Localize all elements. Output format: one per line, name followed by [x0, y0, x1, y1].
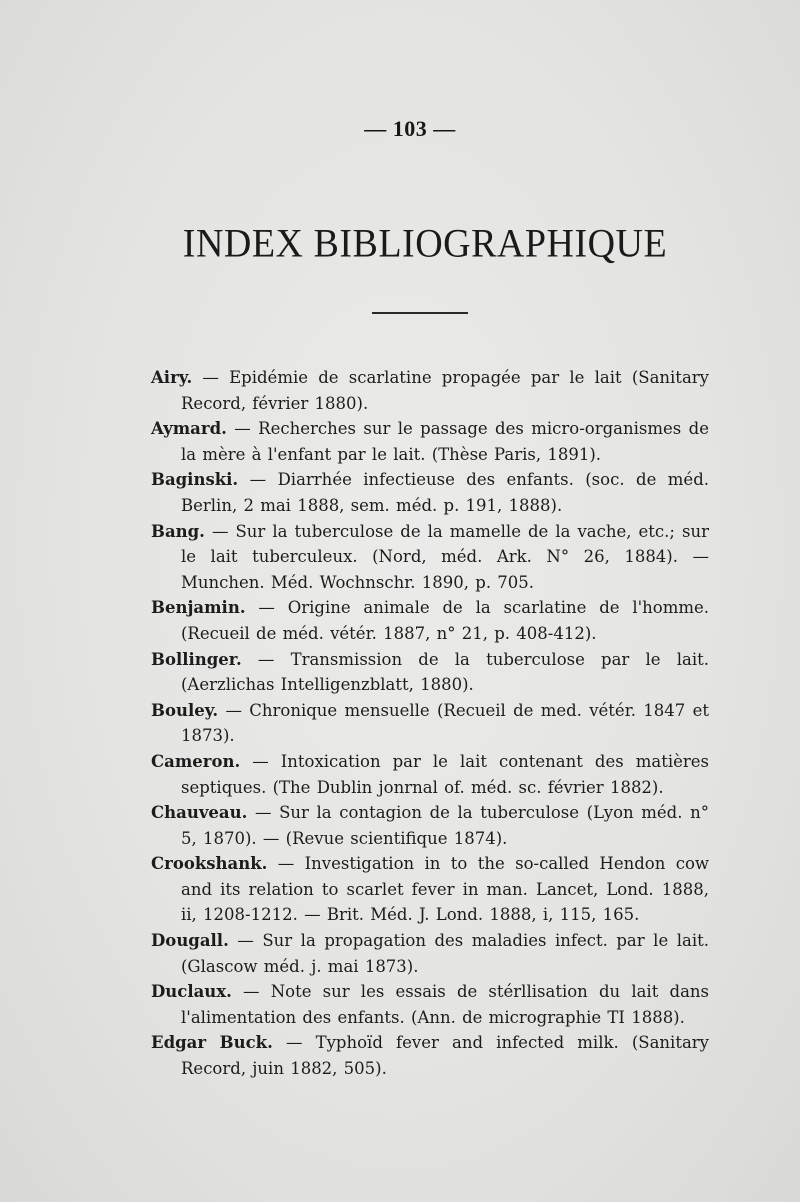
page-title: INDEX BIBLIOGRAPHIQUE	[182, 221, 668, 267]
entry-author: Cameron.	[151, 751, 241, 771]
bibliography-entry	[151, 595, 709, 646]
entry-text: — Investigation in to the so-called Hendon cow and its relation to scarlet fever in man. Lancet, Lond. 1888, ii, 1208-1212. — Brit. Méd. J. Lond. 1888, i, 115, 165.	[181, 854, 709, 925]
entry-text: — Origine animale de la scarlatine de l'homme. (Recueil de méd. vétér. 1887, n° 21, p. 408-412).	[181, 598, 709, 643]
entry-author: Baginski.	[151, 470, 239, 490]
entry-text: — Epidémie de scarlatine propagée par le lait (Sanitary Record, février 1880).	[181, 368, 709, 413]
entry-author: Dougall.	[151, 931, 229, 951]
bibliography-entry	[151, 647, 709, 698]
entry-author: Bouley.	[151, 700, 219, 720]
bibliography-entry	[151, 800, 709, 851]
entry-author: Bang.	[151, 521, 205, 541]
entry-text: — Chronique mensuelle (Recueil de med. vétér. 1847 et 1873).	[181, 700, 709, 746]
bibliography-entry	[151, 928, 709, 979]
entry-text: — Diarrhée infectieuse des enfants. (soc. de méd. Berlin, 2 mai 1888, sem. méd. p. 191, 1888).	[181, 470, 709, 515]
bibliography-entry	[151, 851, 709, 928]
bibliography-entry	[151, 698, 709, 749]
entry-author: Airy.	[151, 368, 193, 387]
entry-author: Bollinger.	[151, 649, 242, 669]
bibliography-list	[151, 365, 709, 1082]
entry-text: — Sur la propagation des maladies infect. par le lait. (Glascow méd. j. mai 1873).	[181, 931, 709, 976]
bibliography-entry	[151, 365, 709, 416]
entry-author: Chauveau.	[151, 803, 248, 823]
page-number: — 103 —	[364, 116, 456, 141]
entry-text: — Sur la contagion de la tuberculose (Lyon méd. n° 5, 1870). — (Revue scientifique 1874).	[181, 803, 709, 848]
entry-author: Crookshank.	[151, 854, 268, 874]
bibliography-entry	[151, 749, 709, 800]
entry-author: Benjamin.	[151, 598, 246, 618]
entry-author: Aymard.	[151, 419, 227, 439]
entry-text: — Note sur les essais de stérllisation du lait dans l'alimentation des enfants. (Ann. de micrographie TI 1888).	[181, 982, 709, 1027]
entry-text: — Transmission de la tuberculose par le lait. (Aerzlichas Intelligenzblatt, 1880).	[181, 649, 709, 695]
bibliography-entry	[151, 467, 709, 518]
entry-text: — Sur la tuberculose de la mamelle de la vache, etc.; sur le lait tuberculeux. (Nord, méd. Ark. N° 26, 1884). — Munchen. Méd. Wochnschr. 1890, p. 705.	[181, 521, 709, 592]
bibliography-entry	[151, 416, 709, 467]
bibliography-entry	[151, 519, 709, 596]
entry-author: Duclaux.	[151, 982, 232, 1002]
entry-author: Edgar Buck.	[151, 1033, 273, 1053]
entry-text: — Intoxication par le lait contenant des matières septiques. (The Dublin jonrnal of. méd. sc. février 1882).	[181, 751, 709, 797]
entry-text: — Recherches sur le passage des micro-organismes de la mère à l'enfant par le lait. (Thèse Paris, 1891).	[181, 419, 709, 464]
bibliography-entry	[151, 979, 709, 1030]
bibliography-entry	[151, 1030, 709, 1081]
title-divider	[372, 312, 468, 314]
entry-text: — Typhoïd fever and infected milk. (Sanitary Record, juin 1882, 505).	[181, 1033, 710, 1079]
